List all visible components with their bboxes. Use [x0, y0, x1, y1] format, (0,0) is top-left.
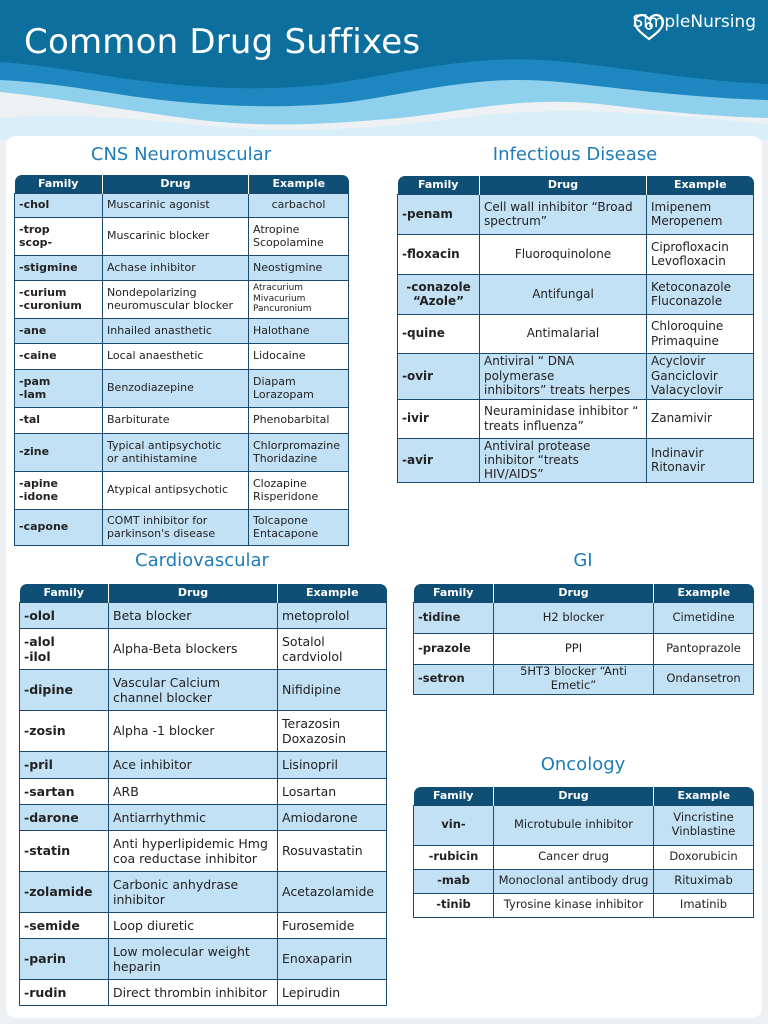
table-row	[20, 979, 387, 1005]
brand-name: SimpleNursing	[632, 12, 756, 32]
example-cell: Phenobarbital	[249, 407, 349, 433]
example-cell: Acyclovir Ganciclovir Valacyclovir	[647, 353, 754, 399]
section-title-oncology: Oncology	[540, 754, 626, 775]
example-cell: Amiodarone	[278, 804, 387, 830]
drug-cell: Fluoroquinolone	[480, 234, 647, 274]
drug-cell: Vascular Calcium channel blocker	[109, 669, 278, 710]
family-cell: -apine -idone	[15, 471, 103, 509]
family-cell: -tal	[15, 407, 103, 433]
family-cell: -pam -lam	[15, 369, 103, 407]
family-cell: -ovir	[398, 353, 480, 399]
header-family: Family	[20, 584, 109, 602]
table-oncology	[413, 787, 754, 918]
drug-cell: Nondepolarizing neuromuscular blocker	[103, 280, 249, 318]
family-cell: -zosin	[20, 710, 109, 751]
drug-cell: Benzodiazepine	[103, 369, 249, 407]
drug-cell: Ace inhibitor	[109, 751, 278, 778]
table-row	[398, 234, 754, 274]
example-cell: Sotalol cardviolol	[278, 628, 387, 669]
family-cell: -setron	[414, 664, 494, 694]
example-cell: Ondansetron	[654, 664, 754, 694]
example-cell: Cimetidine	[654, 602, 754, 633]
table-row	[398, 194, 754, 234]
table-row	[414, 602, 754, 633]
table-row	[20, 602, 387, 628]
example-cell: Diapam Lorazopam	[249, 369, 349, 407]
table-row	[15, 433, 349, 471]
header-example: Example	[278, 584, 387, 602]
example-cell: carbachol	[249, 193, 349, 217]
table-row	[20, 804, 387, 830]
table-row	[20, 938, 387, 979]
section-title-infectious: Infectious Disease	[492, 144, 658, 165]
table-cns-neuromuscular	[14, 175, 349, 546]
header-example: Example	[654, 584, 754, 602]
table-cardiovascular	[19, 584, 387, 1006]
section-title-cardiovascular: Cardiovascular	[135, 550, 269, 571]
table-row	[15, 280, 349, 318]
table-header-row	[15, 175, 349, 193]
example-cell: Ketoconazole Fluconazole	[647, 274, 754, 314]
table-row	[414, 664, 754, 694]
table-row	[414, 633, 754, 664]
family-cell: -ane	[15, 318, 103, 343]
example-cell: Acetazolamide	[278, 871, 387, 912]
example-cell: Atropine Scopolamine	[249, 217, 349, 255]
table-row	[398, 399, 754, 438]
drug-cell: Antiarrhythmic	[109, 804, 278, 830]
family-cell: -zolamide	[20, 871, 109, 912]
family-cell: -caine	[15, 343, 103, 369]
example-cell: Atracurium Mivacurium Pancuronium	[249, 280, 349, 318]
table-header-row	[414, 787, 754, 805]
example-cell: Lepirudin	[278, 979, 387, 1005]
drug-cell: Cell wall inhibitor “Broad spectrum”	[480, 194, 647, 234]
family-cell: -conazole “Azole”	[398, 274, 480, 314]
drug-cell: Neuraminidase inhibitor “ treats influenza”	[480, 399, 647, 438]
drug-cell: ARB	[109, 778, 278, 804]
table-row	[414, 893, 754, 917]
drug-cell: Loop diuretic	[109, 912, 278, 938]
section-title-cns: CNS Neuromuscular	[90, 144, 272, 165]
header-drug: Drug	[480, 176, 647, 194]
section-title-gi: GI	[573, 550, 593, 571]
table-row	[15, 369, 349, 407]
example-cell: Indinavir Ritonavir	[647, 438, 754, 482]
example-cell: Tolcapone Entacapone	[249, 509, 349, 545]
table-row	[20, 669, 387, 710]
drug-cell: Barbiturate	[103, 407, 249, 433]
drug-cell: Inhailed anasthetic	[103, 318, 249, 343]
drug-cell: Beta blocker	[109, 602, 278, 628]
header-family: Family	[414, 584, 494, 602]
table-row	[414, 869, 754, 893]
header-example: Example	[647, 176, 754, 194]
family-cell: -quine	[398, 314, 480, 353]
family-cell: -olol	[20, 602, 109, 628]
header-drug: Drug	[494, 787, 654, 805]
table-row	[20, 628, 387, 669]
drug-cell: Muscarinic agonist	[103, 193, 249, 217]
table-row	[398, 274, 754, 314]
example-cell: Lidocaine	[249, 343, 349, 369]
example-cell: Furosemide	[278, 912, 387, 938]
family-cell: -prazole	[414, 633, 494, 664]
family-cell: vin-	[414, 805, 494, 845]
example-cell: Ciprofloxacin Levofloxacin	[647, 234, 754, 274]
table-row	[15, 318, 349, 343]
drug-cell: Monoclonal antibody drug	[494, 869, 654, 893]
family-cell: -penam	[398, 194, 480, 234]
family-cell: -rubicin	[414, 845, 494, 869]
table-row	[398, 314, 754, 353]
family-cell: -floxacin	[398, 234, 480, 274]
drug-cell: Antiviral protease inhibitor “treats HIV/AIDS”	[480, 438, 647, 482]
table-row	[15, 471, 349, 509]
table-row	[398, 438, 754, 482]
drug-cell: COMT inhibitor for parkinson's disease	[103, 509, 249, 545]
table-header-row	[398, 176, 754, 194]
drug-cell: Tyrosine kinase inhibitor	[494, 893, 654, 917]
drug-cell: Microtubule inhibitor	[494, 805, 654, 845]
family-cell: -darone	[20, 804, 109, 830]
example-cell: Doxorubicin	[654, 845, 754, 869]
drug-cell: Alpha -1 blocker	[109, 710, 278, 751]
example-cell: Imatinib	[654, 893, 754, 917]
table-row	[20, 871, 387, 912]
table-row	[15, 343, 349, 369]
family-cell: -alol -ilol	[20, 628, 109, 669]
table-row	[20, 778, 387, 804]
example-cell: Pantoprazole	[654, 633, 754, 664]
header-family: Family	[414, 787, 494, 805]
header-example: Example	[249, 175, 349, 193]
drug-cell: Muscarinic blocker	[103, 217, 249, 255]
family-cell: -chol	[15, 193, 103, 217]
header-drug: Drug	[103, 175, 249, 193]
example-cell: Enoxaparin	[278, 938, 387, 979]
family-cell: -zine	[15, 433, 103, 471]
table-row	[414, 805, 754, 845]
drug-cell: Alpha-Beta blockers	[109, 628, 278, 669]
drug-cell: Atypical antipsychotic	[103, 471, 249, 509]
family-cell: -semide	[20, 912, 109, 938]
table-row	[20, 751, 387, 778]
drug-cell: PPI	[494, 633, 654, 664]
header-drug: Drug	[109, 584, 278, 602]
example-cell: Nifidipine	[278, 669, 387, 710]
table-row	[20, 710, 387, 751]
drug-cell: Antifungal	[480, 274, 647, 314]
table-row	[20, 912, 387, 938]
table-infectious-disease	[397, 176, 754, 483]
table-row	[15, 255, 349, 280]
example-cell: Neostigmine	[249, 255, 349, 280]
family-cell: -statin	[20, 830, 109, 871]
table-row	[15, 509, 349, 545]
example-cell: metoprolol	[278, 602, 387, 628]
example-cell: Imipenem Meropenem	[647, 194, 754, 234]
header-drug: Drug	[494, 584, 654, 602]
drug-cell: Antimalarial	[480, 314, 647, 353]
family-cell: -pril	[20, 751, 109, 778]
table-row	[15, 407, 349, 433]
example-cell: Vincristine Vinblastine	[654, 805, 754, 845]
heart-stethoscope-icon	[632, 12, 666, 42]
example-cell: Rituximab	[654, 869, 754, 893]
table-header-row	[20, 584, 387, 602]
example-cell: Chlorpromazine Thoridazine	[249, 433, 349, 471]
example-cell: Lisinopril	[278, 751, 387, 778]
drug-cell: Carbonic anhydrase inhibitor	[109, 871, 278, 912]
page-header	[0, 0, 768, 140]
header-family: Family	[15, 175, 103, 193]
table-row	[15, 217, 349, 255]
drug-cell: Antiviral “ DNA polymerase inhibitors” treats herpes	[480, 353, 647, 399]
table-row	[15, 193, 349, 217]
drug-cell: Local anaesthetic	[103, 343, 249, 369]
family-cell: -stigmine	[15, 255, 103, 280]
header-example: Example	[654, 787, 754, 805]
family-cell: -trop scop-	[15, 217, 103, 255]
family-cell: -mab	[414, 869, 494, 893]
family-cell: -dipine	[20, 669, 109, 710]
example-cell: Terazosin Doxazosin	[278, 710, 387, 751]
page-title: Common Drug Suffixes	[24, 22, 421, 62]
table-row	[20, 830, 387, 871]
table-header-row	[414, 584, 754, 602]
family-cell: -rudin	[20, 979, 109, 1005]
family-cell: -parin	[20, 938, 109, 979]
drug-cell: Typical antipsychotic or antihistamine	[103, 433, 249, 471]
table-row	[398, 353, 754, 399]
family-cell: -avir	[398, 438, 480, 482]
family-cell: -sartan	[20, 778, 109, 804]
drug-cell: H2 blocker	[494, 602, 654, 633]
drug-cell: Anti hyperlipidemic Hmg coa reductase inhibitor	[109, 830, 278, 871]
family-cell: -tinib	[414, 893, 494, 917]
family-cell: -capone	[15, 509, 103, 545]
example-cell: Rosuvastatin	[278, 830, 387, 871]
drug-cell: Direct thrombin inhibitor	[109, 979, 278, 1005]
example-cell: Losartan	[278, 778, 387, 804]
example-cell: Clozapine Risperidone	[249, 471, 349, 509]
family-cell: -curium -curonium	[15, 280, 103, 318]
example-cell: Zanamivir	[647, 399, 754, 438]
brand-logo	[632, 12, 756, 32]
table-gi	[413, 584, 754, 695]
drug-cell: Cancer drug	[494, 845, 654, 869]
drug-cell: Achase inhibitor	[103, 255, 249, 280]
table-row	[414, 845, 754, 869]
drug-cell: Low molecular weight heparin	[109, 938, 278, 979]
header-family: Family	[398, 176, 480, 194]
example-cell: Halothane	[249, 318, 349, 343]
family-cell: -tidine	[414, 602, 494, 633]
example-cell: Chloroquine Primaquine	[647, 314, 754, 353]
drug-cell: 5HT3 blocker “Anti Emetic”	[494, 664, 654, 694]
family-cell: -ivir	[398, 399, 480, 438]
